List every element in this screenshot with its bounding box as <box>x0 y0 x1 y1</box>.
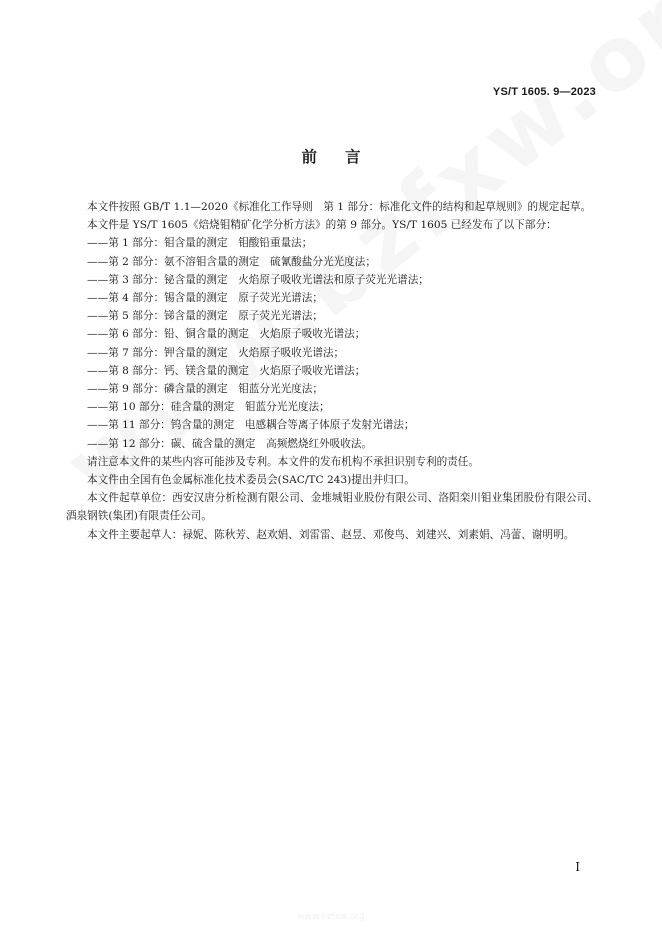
standard-code: YS/T 1605. 9—2023 <box>492 86 596 98</box>
list-item-part-7: ——第 7 部分：钾含量的测定 火焰原子吸收光谱法； <box>87 346 345 359</box>
page-title: 前言 <box>301 148 389 166</box>
list-item-part-10: ——第 10 部分：硅含量的测定 钼蓝分光光度法； <box>87 401 330 414</box>
page-number: I <box>575 860 580 874</box>
list-item-part-3: ——第 3 部分：铋含量的测定 火焰原子吸收光谱法和原子荧光光谱法； <box>87 273 429 286</box>
preface-body <box>66 198 598 544</box>
footer-watermark: www.bzfxw.org <box>297 912 365 922</box>
list-item-part-6: ——第 6 部分：铅、铜含量的测定 火焰原子吸收光谱法； <box>87 328 366 341</box>
list-item-part-9: ——第 9 部分：磷含量的测定 钼蓝分光光度法； <box>87 383 323 396</box>
paragraph-drafters: 本文件主要起草人：禄妮、陈秋芳、赵欢娟、刘雷雷、赵昱、邓俊鸟、刘建兴、刘素娟、冯蕾、谢明明。 <box>87 528 575 541</box>
list-item-part-12: ——第 12 部分：碳、硫含量的测定 高频燃烧红外吸收法。 <box>87 437 373 450</box>
paragraph-drafting-units: 本文件起草单位：西安汉唐分析检测有限公司、金堆城钼业股份有限公司、洛阳栾川钼业集团股份有限公司、酒泉钢铁(集团)有限责任公司。 <box>66 492 598 523</box>
list-item-part-5: ——第 5 部分：锑含量的测定 原子荧光光谱法； <box>87 310 323 323</box>
paragraph-drafting-rules: 本文件按照 GB/T 1.1—2020《标准化工作导则 第 1 部分：标准化文件的结构和起草规则》的规定起草。 <box>87 201 592 213</box>
list-item-part-2: ——第 2 部分：氨不溶钼含量的测定 硫氰酸盐分光光度法； <box>87 255 376 268</box>
list-item-part-11: ——第 11 部分：钨含量的测定 电感耦合等离子体原子发射光谱法； <box>87 419 415 432</box>
list-item-part-8: ——第 8 部分：钙、镁含量的测定 火焰原子吸收光谱法； <box>87 364 366 377</box>
list-item-part-4: ——第 4 部分：锡含量的测定 原子荧光光谱法； <box>87 292 323 305</box>
list-item-part-1: ——第 1 部分：钼含量的测定 钼酸铅重量法； <box>87 237 313 250</box>
paragraph-proposer: 本文件由全国有色金属标准化技术委员会(SAC/TC 243)提出并归口。 <box>87 474 415 487</box>
paragraph-patent-notice: 请注意本文件的某些内容可能涉及专利。本文件的发布机构不承担识别专利的责任。 <box>87 455 479 468</box>
paragraph-series-intro: 本文件是 YS/T 1605《焙烧钼精矿化学分析方法》的第 9 部分。YS/T 1605 已经发布了以下部分： <box>87 219 557 232</box>
